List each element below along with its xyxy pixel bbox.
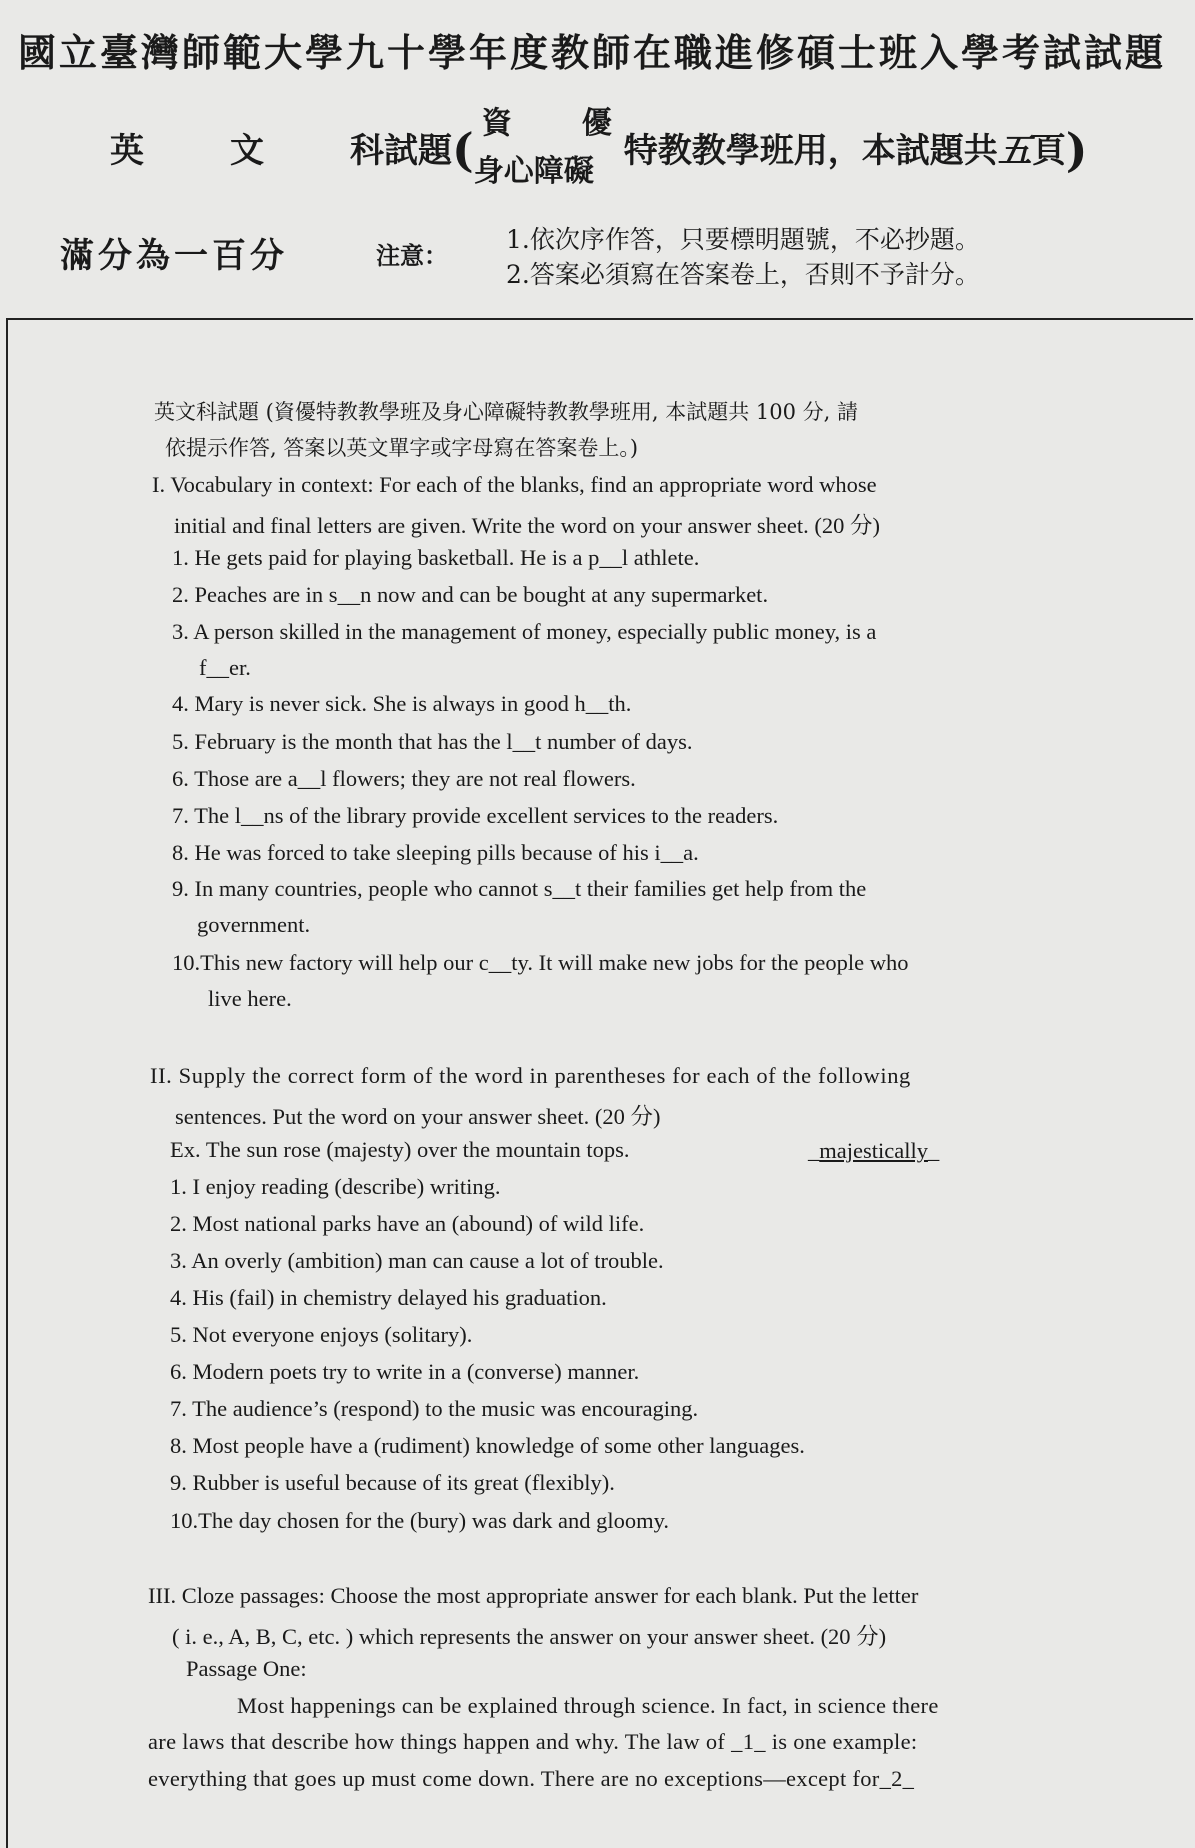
s1-q9b: government. (197, 912, 311, 937)
section3-heading-1: III. Cloze passages: Choose the most appropriate answer for each blank. Put the letter (148, 1583, 919, 1608)
s2-q10: 10.The day chosen for the (bury) was dark and gloomy. (170, 1508, 670, 1533)
subject-line (110, 106, 1088, 189)
s2-q2: 2. Most national parks have an (abound) of wild life. (170, 1211, 645, 1236)
class-type-stack (473, 106, 624, 189)
section1-heading-1: I. Vocabulary in context: For each of the blanks, find an appropriate word whose (152, 472, 877, 497)
s2-q6: 6. Modern poets try to write in a (converse) manner. (170, 1359, 640, 1384)
s1-q10a: 10.This new factory will help our c__ty. It will make new jobs for the people who (172, 950, 909, 975)
s3-passage-line-2: are laws that describe how things happen and why. The law of _1_ is one example: (148, 1729, 918, 1754)
class-top-right: 優 (581, 106, 612, 141)
intro-line-2: 依提示作答, 答案以英文單字或字母寫在答案卷上。) (165, 436, 639, 460)
s2-q1: 1. I enjoy reading (describe) writing. (170, 1174, 501, 1199)
section3-heading-2: ( i. e., A, B, C, etc. ) which represents the answer on your answer sheet. (20 分) (172, 1624, 887, 1649)
section1-heading-2: initial and final letters are given. Write the word on your answer sheet. (20 分) (174, 513, 880, 538)
intro-line-1: 英文科試題 (資優特教教學班及身心障礙特教教學班用, 本試題共 100 分, 請 (154, 400, 858, 424)
s1-q9a: 9. In many countries, people who cannot s__t their families get help from the (172, 876, 867, 901)
open-paren: ( (452, 123, 474, 177)
s3-passage-line-3: everything that goes up must come down. There are no exceptions—except for_2_ (148, 1766, 915, 1791)
class-suffix: 特教教學班用，本試題共 (623, 131, 998, 171)
s2-q7: 7. The audience’s (respond) to the music was encouraging. (170, 1396, 699, 1421)
s1-q3a: 3. A person skilled in the management of money, especially public money, is a (172, 619, 877, 644)
subject-suffix: 科試題 (350, 131, 452, 171)
s2-example-answer: majestically (819, 1138, 928, 1163)
s3-passage-line-1: Most happenings can be explained through science. In fact, in science there (237, 1693, 939, 1718)
pages-suffix: 頁 (1031, 131, 1066, 171)
class-bottom: 身心障礙 (473, 154, 594, 189)
notice-list (506, 222, 980, 292)
s2-q9: 9. Rubber is useful because of its great (flexibly). (170, 1470, 615, 1495)
close-paren: ) (1065, 123, 1088, 177)
s1-q5: 5. February is the month that has the l__t number of days. (172, 729, 693, 754)
s2-example: Ex. The sun rose (majesty) over the mountain tops. (170, 1137, 630, 1162)
section2-heading-2: sentences. Put the word on your answer sheet. (20 分) (175, 1104, 661, 1129)
notice-label: 注意： (376, 241, 448, 270)
class-top-left: 資 (481, 106, 512, 141)
s2-q8: 8. Most people have a (rudiment) knowledge of some other languages. (170, 1433, 805, 1458)
s1-q1: 1. He gets paid for playing basketball. He is a p__l athlete. (172, 545, 700, 570)
s1-q6: 6. Those are a__l flowers; they are not real flowers. (172, 766, 636, 791)
s1-q7: 7. The l__ns of the library provide excellent services to the readers. (172, 803, 779, 828)
section2-heading-1: II. Supply the correct form of the word in parentheses for each of the following (150, 1063, 911, 1088)
s2-example-answer-wrap: _majestically_ (808, 1138, 940, 1163)
s3-passage-label: Passage One: (186, 1656, 307, 1681)
s1-q10b: live here. (208, 986, 292, 1011)
exam-title: 國立臺灣師範大學九十學年度教師在職進修碩士班入學考試試題 (18, 30, 1167, 75)
total-score: 滿分為一百分 (60, 236, 288, 276)
pages-handwritten: 五 (997, 131, 1032, 171)
notice-item-1: 1.依次序作答，只要標明題號，不必抄題。 (506, 225, 980, 254)
subject-char-2: 文 (230, 131, 264, 171)
s1-q8: 8. He was forced to take sleeping pills because of his i__a. (172, 840, 699, 865)
s1-q4: 4. Mary is never sick. She is always in good h__th. (172, 691, 632, 716)
s2-q4: 4. His (fail) in chemistry delayed his graduation. (170, 1285, 607, 1310)
s1-q2: 2. Peaches are in s__n now and can be bought at any supermarket. (172, 582, 769, 607)
s2-q3: 3. An overly (ambition) man can cause a lot of trouble. (170, 1248, 664, 1273)
subject-char-1: 英 (110, 131, 144, 171)
notice-item-2: 2.答案必須寫在答案卷上，否則不予計分。 (506, 260, 980, 289)
s2-q5: 5. Not everyone enjoys (solitary). (170, 1322, 473, 1347)
s1-q3b: f__er. (199, 655, 251, 680)
